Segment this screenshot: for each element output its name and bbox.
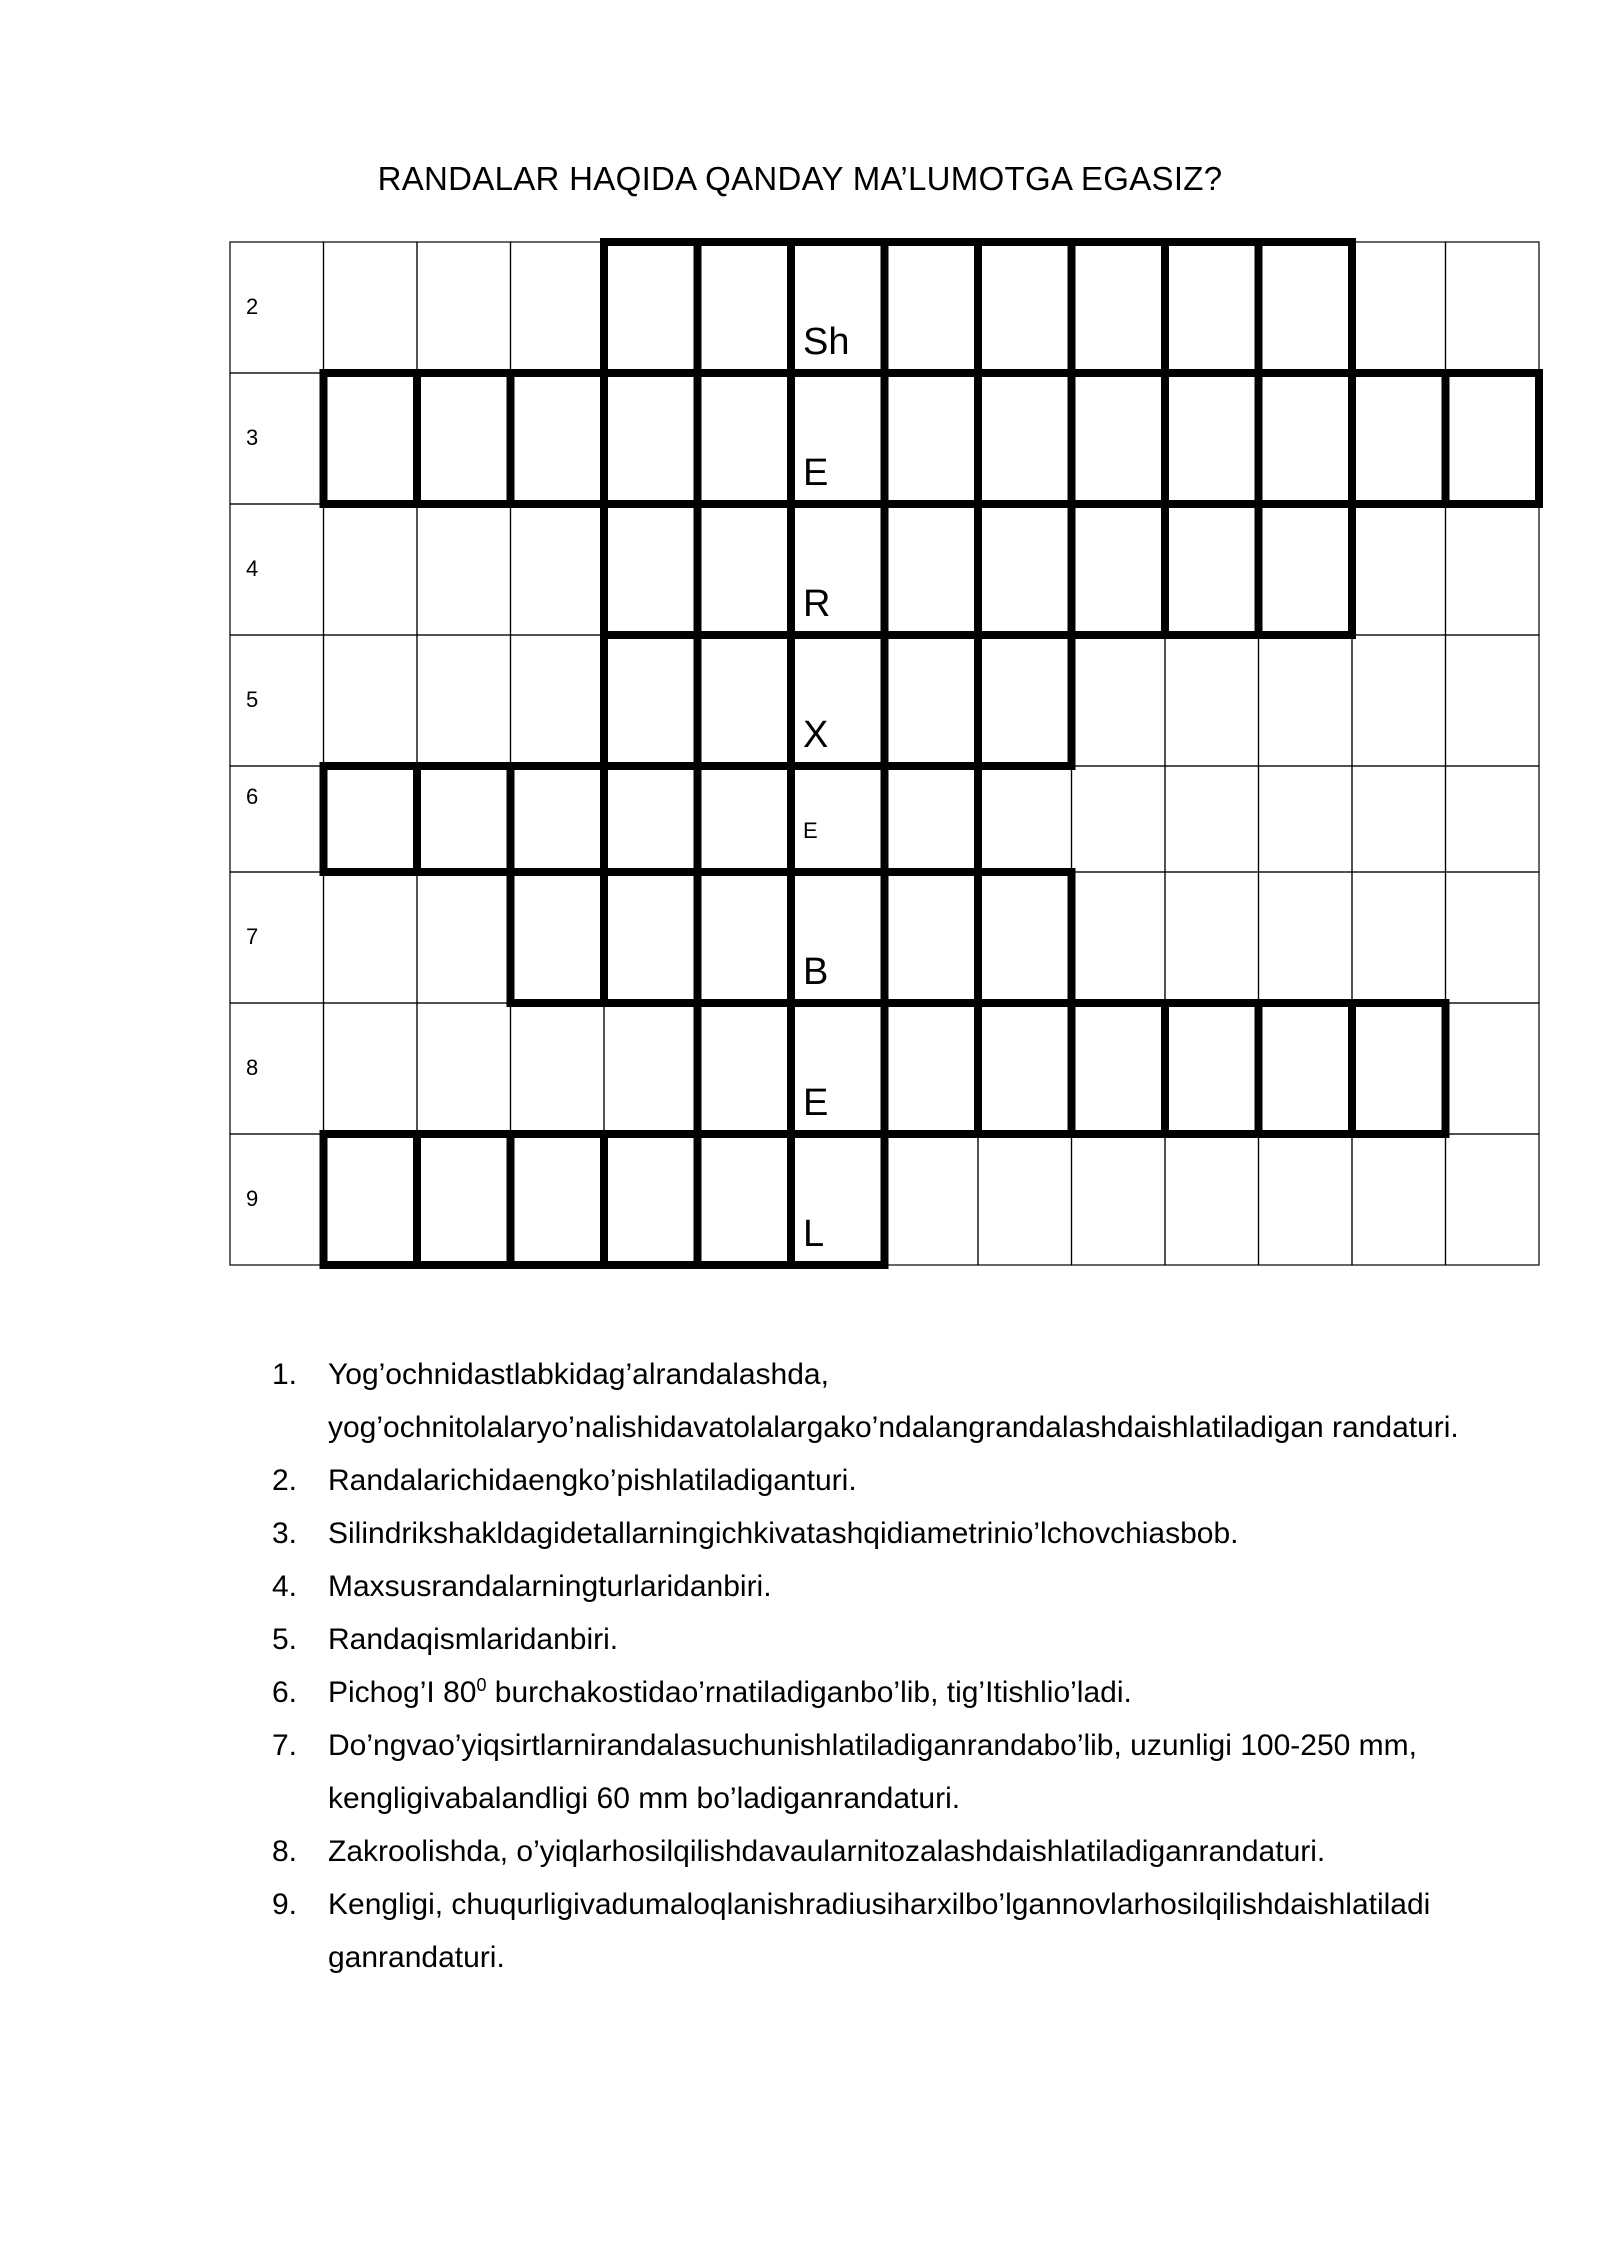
clue-number: 8.	[272, 1835, 298, 1868]
grid-cell	[604, 1134, 698, 1265]
answer-cell[interactable]	[885, 872, 979, 1003]
grid-text	[246, 294, 849, 1255]
answer-cell[interactable]	[885, 766, 979, 872]
grid-cell	[324, 504, 418, 635]
grid-cell	[698, 1134, 792, 1265]
grid-cell	[324, 242, 418, 373]
answer-cell[interactable]	[978, 635, 1072, 766]
grid-cell	[230, 766, 324, 872]
answer-cell[interactable]	[698, 373, 792, 504]
clue-text: Kengligi, chuqurligivadumaloqlanishradiusiharxilbo’lgannovlarhosilqilishdaishlatiladi ganrandaturi.	[328, 1888, 1431, 1974]
answer-cell[interactable]	[978, 1003, 1072, 1134]
grid-cell	[324, 1003, 418, 1134]
row-number-label: 7	[246, 924, 259, 949]
grid-cell	[417, 373, 511, 504]
clue-number: 4.	[272, 1570, 298, 1603]
grid-cell	[604, 242, 698, 373]
clue-item	[272, 1825, 1532, 1878]
answer-cell[interactable]	[1446, 373, 1540, 504]
answer-cell[interactable]	[698, 1134, 792, 1265]
answer-cell[interactable]	[1072, 504, 1166, 635]
answer-cell[interactable]	[1165, 242, 1259, 373]
grid-cell	[978, 766, 1072, 872]
grid-cell	[1352, 504, 1446, 635]
grid-cell	[604, 373, 698, 504]
grid-cell	[1165, 1134, 1259, 1265]
answer-cell[interactable]	[1352, 1003, 1446, 1134]
grid-cell	[698, 635, 792, 766]
grid-cell	[885, 872, 979, 1003]
clue-list	[272, 1348, 1532, 1984]
grid-cell	[1352, 1003, 1446, 1134]
key-letter: E	[803, 818, 818, 843]
grid-cell	[1446, 635, 1540, 766]
clue-number: 3.	[272, 1517, 298, 1550]
key-letter: E	[803, 1082, 829, 1124]
clue-item	[272, 1560, 1532, 1613]
answer-cell[interactable]	[1259, 1003, 1353, 1134]
grid-cell	[230, 242, 324, 373]
answer-cell[interactable]	[417, 373, 511, 504]
grid-cell	[1446, 504, 1540, 635]
clue-text: Do’ngvao’yiqsirtlarnirandalasuchunishlatiladiganrandabo’lib, uzunligi 100-250 mm, kengligivabalandligi 60 mm bo’ladiganrandaturi.	[328, 1729, 1417, 1815]
answer-cell[interactable]	[698, 635, 792, 766]
answer-cell[interactable]	[1165, 1003, 1259, 1134]
grid-cell	[1165, 872, 1259, 1003]
answer-cell[interactable]	[698, 1003, 792, 1134]
grid-cell	[1072, 766, 1166, 872]
clue-text: Zakroolishda, o’yiqlarhosilqilishdavaularnitozalashdaishlatiladiganrandaturi.	[328, 1835, 1326, 1868]
grid-cell	[1165, 635, 1259, 766]
answer-cell[interactable]	[885, 242, 979, 373]
clue-item	[272, 1613, 1532, 1666]
answer-cell[interactable]	[324, 1134, 418, 1265]
answer-cell[interactable]	[324, 373, 418, 504]
grid-cell	[1072, 1003, 1166, 1134]
clue-item	[272, 1878, 1532, 1984]
grid-cell	[885, 373, 979, 504]
row-number-label: 2	[246, 294, 259, 319]
grid-cell	[1259, 373, 1353, 504]
grid-cell	[885, 242, 979, 373]
answer-cell[interactable]	[978, 373, 1072, 504]
answer-cell[interactable]	[1072, 242, 1166, 373]
row-number-label: 3	[246, 425, 259, 450]
grid-cell	[417, 872, 511, 1003]
grid-cell	[1165, 504, 1259, 635]
grid-cell	[604, 1003, 698, 1134]
answer-cell[interactable]	[417, 766, 511, 872]
key-letter: X	[803, 714, 829, 756]
answer-cell[interactable]	[1072, 373, 1166, 504]
answer-cell[interactable]	[511, 373, 605, 504]
answer-cell[interactable]	[885, 1003, 979, 1134]
clue-item	[272, 1454, 1532, 1507]
grid-cell	[511, 373, 605, 504]
grid-cell	[417, 635, 511, 766]
answer-cell[interactable]	[1259, 504, 1353, 635]
answer-cell[interactable]	[885, 373, 979, 504]
grid-cell	[885, 504, 979, 635]
grid-cell	[324, 872, 418, 1003]
grid-cell	[978, 1134, 1072, 1265]
grid-cell	[978, 242, 1072, 373]
answer-cell[interactable]	[417, 1134, 511, 1265]
grid-cell	[417, 1134, 511, 1265]
grid-cell	[698, 504, 792, 635]
answer-cell[interactable]	[978, 872, 1072, 1003]
answer-cell[interactable]	[604, 766, 698, 872]
grid-cell	[604, 766, 698, 872]
grid-cell	[1259, 635, 1353, 766]
grid-cell	[1352, 872, 1446, 1003]
grid-cell	[978, 1003, 1072, 1134]
answer-cell[interactable]	[1165, 504, 1259, 635]
grid-cell	[1259, 766, 1353, 872]
answer-cell[interactable]	[604, 373, 698, 504]
grid-cell	[698, 766, 792, 872]
answer-cell[interactable]	[604, 504, 698, 635]
clue-number: 2.	[272, 1464, 298, 1497]
grid-cell	[1165, 766, 1259, 872]
grid-cell	[230, 635, 324, 766]
grid-cell	[1446, 1134, 1540, 1265]
answer-cell[interactable]	[885, 635, 979, 766]
answer-cell[interactable]	[1072, 1003, 1166, 1134]
grid-cell	[324, 373, 418, 504]
answer-cell[interactable]	[604, 635, 698, 766]
grid-cell	[417, 242, 511, 373]
answer-cell[interactable]	[604, 872, 698, 1003]
answer-cell[interactable]	[978, 242, 1072, 373]
grid-cell	[1072, 504, 1166, 635]
grid-cell	[511, 242, 605, 373]
key-letter: Sh	[803, 321, 850, 363]
grid-cell	[698, 1003, 792, 1134]
grid-cell	[698, 872, 792, 1003]
grid-cell	[1446, 872, 1540, 1003]
grid-cell	[698, 242, 792, 373]
grid-cell	[604, 504, 698, 635]
answer-cell[interactable]	[511, 872, 605, 1003]
clue-text: Randaqismlaridanbiri.	[328, 1623, 619, 1656]
grid-cell	[511, 1134, 605, 1265]
grid-cell	[1352, 373, 1446, 504]
row-number-label: 8	[246, 1055, 259, 1080]
clue-text: Randalarichidaengko’pishlatiladiganturi.	[328, 1464, 857, 1497]
row-number-label: 4	[246, 556, 259, 581]
clue-number: 9.	[272, 1888, 298, 1921]
grid-cell	[1259, 1003, 1353, 1134]
grid-cell	[1072, 872, 1166, 1003]
clue-item	[272, 1719, 1532, 1825]
answer-cell[interactable]	[604, 242, 698, 373]
answer-cell[interactable]	[698, 504, 792, 635]
grid-cell	[1259, 1134, 1353, 1265]
grid-cell	[230, 1003, 324, 1134]
grid-cell	[1072, 242, 1166, 373]
grid-cell	[230, 872, 324, 1003]
grid-cell	[885, 1134, 979, 1265]
grid-cell	[1446, 373, 1540, 504]
answer-cell[interactable]	[511, 1134, 605, 1265]
answer-cell[interactable]	[698, 242, 792, 373]
answer-cell[interactable]	[511, 766, 605, 872]
answer-cell[interactable]	[885, 504, 979, 635]
grid-cell	[1165, 242, 1259, 373]
grid-cell	[230, 373, 324, 504]
key-letter: L	[803, 1213, 825, 1255]
grid-cell	[978, 635, 1072, 766]
grid-cell	[1352, 242, 1446, 373]
answer-cell[interactable]	[1165, 373, 1259, 504]
grid-cell	[511, 766, 605, 872]
grid-cell	[1165, 1003, 1259, 1134]
grid-cell	[698, 373, 792, 504]
grid-cell	[978, 504, 1072, 635]
key-letter: B	[803, 951, 829, 993]
grid-cell	[324, 635, 418, 766]
clue-item	[272, 1507, 1532, 1560]
row-number-label: 5	[246, 687, 259, 712]
grid-cell	[1446, 242, 1540, 373]
grid-cell	[511, 504, 605, 635]
grid-cell	[1165, 373, 1259, 504]
answer-cell[interactable]	[1259, 373, 1353, 504]
grid-cell	[1259, 242, 1353, 373]
clue-item	[272, 1666, 1532, 1719]
grid-cell	[885, 635, 979, 766]
clue-text-before: Pichog’I 80	[328, 1676, 477, 1709]
clue-number: 7.	[272, 1729, 298, 1762]
key-letter: R	[803, 583, 831, 625]
grid-cell	[1072, 1134, 1166, 1265]
grid-cell	[417, 766, 511, 872]
clue-item	[272, 1348, 1532, 1454]
grid-cell	[1352, 635, 1446, 766]
clue-text: Maxsusrandalarningturlaridanbiri.	[328, 1570, 772, 1603]
grid-cell	[1259, 504, 1353, 635]
grid-cell	[1352, 1134, 1446, 1265]
grid-cell	[885, 1003, 979, 1134]
grid-cell	[324, 766, 418, 872]
grid-cell	[604, 872, 698, 1003]
grid-cell	[511, 635, 605, 766]
grid-cell	[1352, 766, 1446, 872]
answer-cell[interactable]	[1259, 242, 1353, 373]
grid-cell	[324, 1134, 418, 1265]
grid-cell	[1072, 373, 1166, 504]
row-number-label: 6	[246, 784, 259, 809]
grid-cell	[1072, 635, 1166, 766]
grid-cell	[230, 1134, 324, 1265]
grid-cell	[604, 635, 698, 766]
answer-cell[interactable]	[324, 766, 418, 872]
clue-number: 5.	[272, 1623, 298, 1656]
grid-cell	[978, 872, 1072, 1003]
answer-cell[interactable]	[1352, 373, 1446, 504]
clue-text: Yog’ochnidastlabkidag’alrandalashda, yog’ochnitolalaryo’nalishidavatolalargako’ndalangrandalashdaishlatiladigan randaturi.	[328, 1358, 1459, 1444]
grid-cell	[417, 1003, 511, 1134]
row-number-label: 9	[246, 1186, 259, 1211]
grid-cell	[1446, 766, 1540, 872]
answer-cell[interactable]	[604, 1134, 698, 1265]
grid-cell	[230, 504, 324, 635]
grid-cell	[1259, 872, 1353, 1003]
grid-cell	[885, 766, 979, 872]
degree-superscript: 0	[476, 1675, 487, 1695]
page-title: RANDALAR HAQIDA QANDAY MA’LUMOTGA EGASIZ?	[377, 160, 1223, 197]
clue-number: 1.	[272, 1358, 298, 1391]
grid-cell	[417, 504, 511, 635]
answer-cell[interactable]	[698, 766, 792, 872]
grid-cell	[978, 373, 1072, 504]
answer-cells	[324, 242, 1540, 1265]
grid-cell	[511, 872, 605, 1003]
clue-text-after: burchakostidao’rnatiladiganbo’lib, tig’Itishlio’ladi.	[486, 1676, 1132, 1709]
grid-cell	[511, 1003, 605, 1134]
key-letter: E	[803, 452, 829, 494]
clue-number: 6.	[272, 1676, 298, 1709]
clue-text: Silindrikshakldagidetallarningichkivatashqidiametrinio’lchovchiasbob.	[328, 1517, 1239, 1550]
answer-cell[interactable]	[978, 504, 1072, 635]
grid-cell	[1446, 1003, 1540, 1134]
answer-cell[interactable]	[698, 872, 792, 1003]
